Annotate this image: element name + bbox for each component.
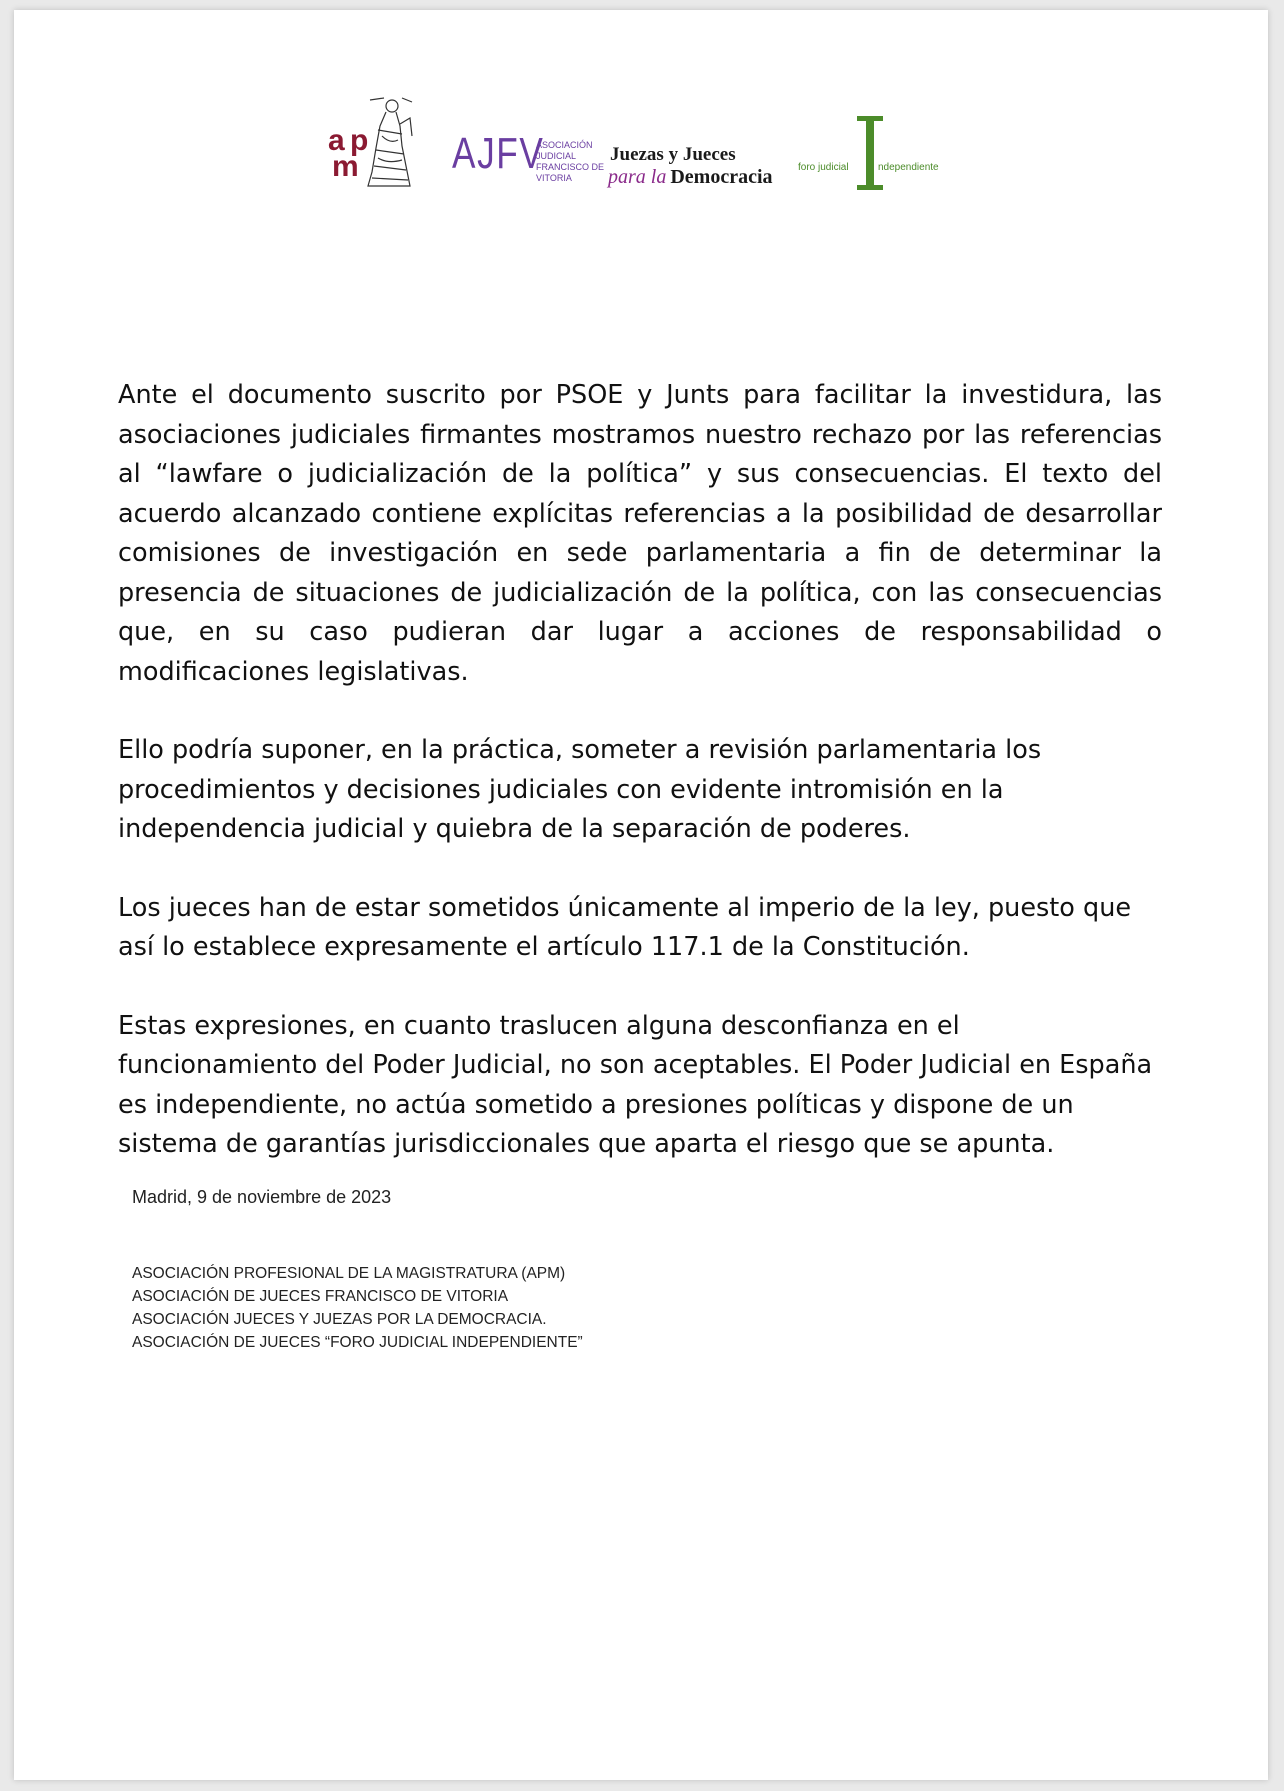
ajfv-text [536,140,606,184]
paragraph-1: Ante el documento suscrito por PSOE y Junts para facilitar la investidura, las asociaciones judiciales firmantes mostramos nuestro rechazo por las referencias al “lawfare o judicialización de la política” y sus consecuencias. El texto del acuerdo alcanzado contiene explícitas referencias a la posibilidad de desarrollar comisiones de investigación en sede parlamentaria a fin de determinar la presencia de situaciones de judicialización de la política, con las consecuencias que, en su caso pudieran dar lugar a acciones de responsabilidad o modificaciones legislativas. [118,380,1162,687]
document-page [14,10,1268,1780]
ajfv-text-line: VITORIA [536,173,572,183]
ajfv-text-line: ASOCIACIÓN [536,140,593,150]
ajfv-text-line: JUDICIAL [536,151,577,161]
paragraph-3: Los jueces han de estar sometidos únicamente al imperio de la ley, puesto que así lo establece expresamente el artículo 117.1 de la Constitución. [118,892,1132,962]
signer-item: ASOCIACIÓN DE JUECES FRANCISCO DE VITORIA [132,1288,509,1305]
fji-right-text: ndependiente [878,162,939,173]
signer-item: ASOCIACIÓN PROFESIONAL DE LA MAGISTRATURA (APM) [132,1265,566,1282]
paragraph-4: Estas expresiones, en cuanto traslucen alguna desconfianza en el funcionamiento del Poder Judicial, no son aceptables. El Poder Judicial en España es independiente, no actúa sometido a presiones políticas y dispone de un sistema de garantías jurisdiccionales que aparta el riesgo que se apunta. [118,1010,1153,1159]
apm-logo [328,88,448,198]
signer-item: ASOCIACIÓN JUECES Y JUEZAS POR LA DEMOCRACIA. [132,1311,547,1328]
justice-figure-icon [366,96,414,188]
fji-i-icon [855,116,885,190]
fji-left-text: foro judicial [798,162,849,173]
ajfv-text-line: FRANCISCO DE [536,162,605,172]
paragraph-2: Ello podría suponer, en la práctica, someter a revisión parlamentaria los procedimientos y decisiones judiciales con evidente intromisión en la independencia judicial y quiebra de la separación de poderes. [118,735,1042,844]
ajfv-mark: AJFV [452,129,545,178]
statement-body [118,376,1162,1204]
apm-letter-p: p [350,124,369,157]
apm-letter-a: a [328,124,345,157]
apm-letter-m: m [332,150,359,183]
date-line: Madrid, 9 de noviembre de 2023 [132,1187,392,1207]
logo-header [328,88,978,198]
jjd-line-2-italic: para la [608,166,667,188]
jjd-logo [608,144,773,190]
jjd-line-1: Juezas y Jueces [610,144,736,165]
jjd-line-2-bold: Democracia [670,166,773,188]
signer-item: ASOCIACIÓN DE JUECES “FORO JUDICIAL INDEPENDIENTE” [132,1334,583,1351]
signers-list [132,1262,583,1354]
